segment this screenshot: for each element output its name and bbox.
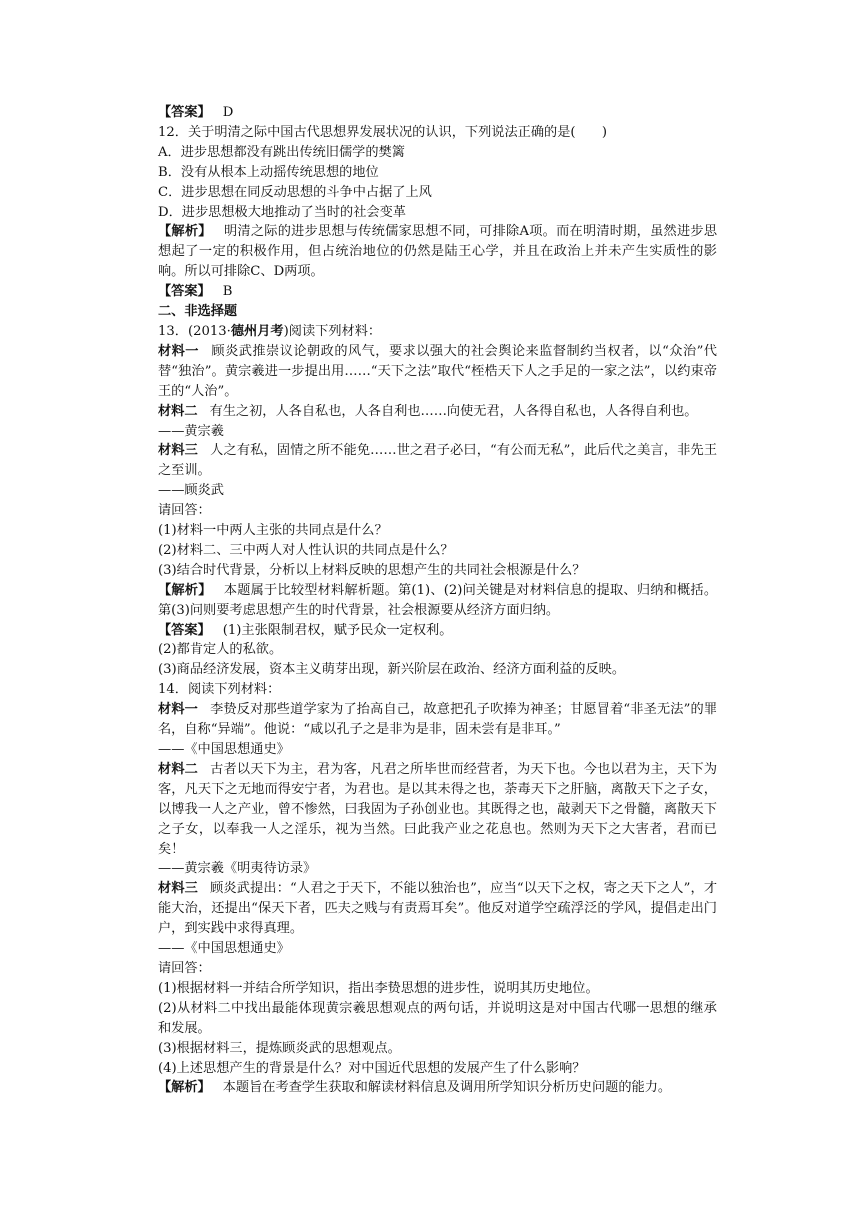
q14-ask: 请回答： [158, 960, 211, 976]
q12-option-d: D．进步思想极大地推动了当时的社会变革 [158, 204, 406, 220]
q13-stem-source: 德州月考 [230, 323, 284, 339]
q14-material-3 [145, 879, 717, 939]
material-label: 材料二 [158, 403, 198, 419]
q14-stem: 14．阅读下列材料： [158, 682, 281, 698]
material-label: 材料二 [158, 761, 199, 777]
q14-question-4: (4)上述思想产生的背景是什么？对中国近代思想的发展产生了什么影响？ [158, 1060, 586, 1076]
answer-label: 【答案】 [158, 105, 211, 120]
analysis-text: 本题属于比较型材料解析题。第(1)、(2)问关键是对材料信息的提取、归纳和概括。第(3)问则要考虑思想产生的时代背景，社会根源要从经济方面归纳。 [158, 582, 718, 618]
q14-question-3: (3)根据材料三，提炼顾炎武的思想观点。 [158, 1040, 401, 1056]
answer-label: 【答案】 [158, 622, 211, 638]
answer-text: (1)主张限制君权，赋予民众一定权利。 [222, 622, 453, 638]
material-text: 有生之初，人各自私也，人各自利也……向使无君，人各得自私也，人各得自利也。 [209, 403, 698, 419]
q13-material-2 [145, 402, 717, 422]
q13-stem-suffix: )阅读下列材料： [283, 323, 382, 339]
material-text: 顾炎武推崇议论朝政的风气，要求以强大的社会舆论来监督制约当权者，以“众治”代替“独治”。黄宗羲进一步提出用……“天下之法”取代“桎梏天下人之手足的一家之法”，以约束帝王的“人治”。 [158, 343, 717, 399]
material-text: 李贽反对那些道学家为了抬高自己，故意把孔子吹捧为神圣；甘愿冒着“非圣无法”的罪名，自称“异端”。他说：“咸以孔子之是非为是非，固未尝有是非耳。” [158, 702, 718, 738]
q11-answer [145, 103, 717, 123]
answer-value: D [222, 105, 234, 120]
q13-material-1 [145, 342, 717, 402]
q12-analysis [145, 222, 717, 282]
q12-option-b: B．没有从根本上动摇传统思想的地位 [158, 164, 379, 180]
q13-answer-1 [145, 621, 717, 641]
q12-stem: 12．关于明清之际中国古代思想界发展状况的认识，下列说法正确的是( ) [158, 124, 608, 140]
q14-material-1 [145, 700, 717, 740]
analysis-text: 本题旨在考查学生获取和解读材料信息及调用所学知识分析历史问题的能力。 [222, 1080, 672, 1096]
q13-material-2-source: ——黄宗羲 [158, 423, 224, 439]
material-text: 古者以天下为主，君为客，凡君之所毕世而经营者，为天下也。今也以君为主，天下为客，凡天下之无地而得安宁者，为君也。是以其未得之也，荼毒天下之肝脑，离散天下之子女，以博我一人之产业，曾不惨然，曰我固为子孙创业也。其既得之也，敲剥天下之骨髓，离散天下之子女，以奉我一人之淫乐，视为当然。曰此我产业之花息也。然则为天下之大害者，君而已矣！ [158, 761, 718, 857]
q13-question-1: (1)材料一中两人主张的共同点是什么？ [158, 523, 388, 539]
answer-label: 【答案】 [158, 284, 211, 300]
q14-question-2: (2)从材料二中找出最能体现黄宗羲思想观点的两句话，并说明这是对中国古代哪一思想的继承和发展。 [158, 1000, 717, 1036]
q13-answer-2: (2)都肯定人的私欲。 [158, 642, 283, 658]
q12-answer [145, 282, 717, 302]
answer-value: B [222, 284, 233, 300]
q12-option-c: C．进步思想在同反动思想的斗争中占据了上风 [158, 184, 432, 200]
document-page [145, 103, 717, 1098]
q13-answer-3: (3)商品经济发展，资本主义萌芽出现，新兴阶层在政治、经济方面利益的反映。 [158, 662, 626, 678]
q13-question-3: (3)结合时代背景，分析以上材料反映的思想产生的共同社会根源是什么？ [158, 562, 586, 578]
analysis-label: 【解析】 [158, 582, 212, 598]
section-title: 二、非选择题 [158, 304, 238, 320]
material-label: 材料三 [158, 881, 198, 897]
q13-material-3-source: ——顾炎武 [158, 483, 224, 499]
q12-option-a: A．进步思想都没有跳出传统旧儒学的樊篱 [158, 144, 405, 160]
material-label: 材料一 [158, 343, 199, 359]
material-text: 人之有私，固情之所不能免……世之君子必曰，“有公而无私”，此后代之美言，非先王之至训。 [158, 443, 718, 479]
q14-material-2-source: ——黄宗羲《明夷待访录》 [158, 861, 317, 877]
q14-material-1-source: ——《中国思想通史》 [158, 742, 290, 757]
material-label: 材料三 [158, 443, 199, 459]
q13-question-2: (2)材料二、三中两人对人性认识的共同点是什么？ [158, 542, 454, 558]
q14-material-3-source: ——《中国思想通史》 [158, 941, 290, 957]
analysis-label: 【解析】 [158, 224, 212, 240]
q13-stem [145, 322, 717, 342]
q13-stem-prefix: 13．(2013· [158, 323, 231, 339]
q14-analysis [145, 1078, 717, 1098]
q13-analysis [145, 581, 717, 621]
q14-material-2 [145, 760, 717, 860]
analysis-text: 明清之际的进步思想与传统儒家思想不同，可排除A项。而在明清时期，虽然进步思想起了一定的积极作用，但占统治地位的仍然是陆王心学，并且在政治上并未产生实质性的影响。所以可排除C、D两项。 [158, 224, 718, 280]
analysis-label: 【解析】 [158, 1080, 211, 1096]
q13-material-3 [145, 441, 717, 481]
material-text: 顾炎武提出：“人君之于天下，不能以独治也”，应当“以天下之权，寄之天下之人”，才能大治，还提出“保天下者，匹夫之贱与有责焉耳矣”。他反对道学空疏浮泛的学风，提倡走出门户，到实践中求得真理。 [158, 881, 718, 937]
material-label: 材料一 [158, 702, 198, 718]
q13-ask: 请回答： [158, 503, 211, 519]
q14-question-1: (1)根据材料一并结合所学知识，指出李贽思想的进步性，说明其历史地位。 [158, 980, 599, 996]
